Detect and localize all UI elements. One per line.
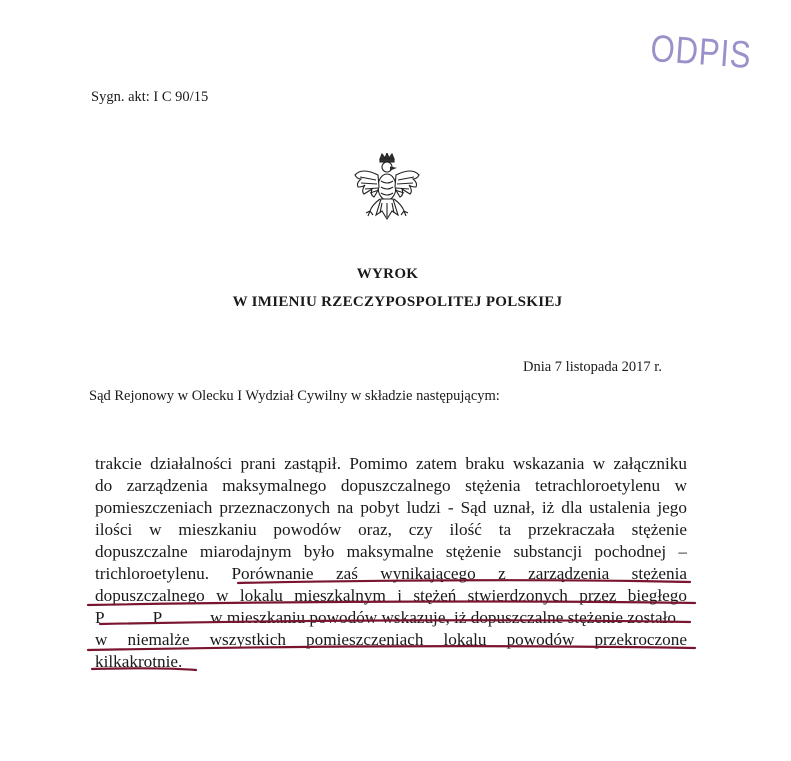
court-composition: Sąd Rejonowy w Olecku I Wydział Cywilny w składzie następującym:: [89, 388, 500, 404]
judgment-excerpt: [95, 453, 687, 673]
case-signature: Sygn. akt: I C 90/15: [91, 89, 209, 105]
odpis-stamp: ODPIS: [649, 28, 753, 77]
polish-eagle-icon: [352, 153, 422, 231]
excerpt-line: trichloroetylenu. Porównanie zaś wynikającego z zarządzenia stężenia: [95, 564, 687, 583]
judgment-title: WYROK: [356, 266, 419, 282]
excerpt-line: trakcie działalności prani zastąpił. Pomimo zatem braku wskazania w załączniku: [95, 454, 687, 473]
excerpt-line: ilości w mieszkaniu powodów oraz, czy ilość ta przekraczała stężenie: [95, 520, 687, 539]
excerpt-line: kilkakrotnie.: [95, 652, 183, 671]
excerpt-line: dopuszczalne miarodajnym było maksymalne stężenie substancji pochodnej –: [95, 542, 687, 561]
anonymized-initial: P: [95, 608, 105, 627]
judgment-date: Dnia 7 listopada 2017 r.: [523, 359, 662, 375]
excerpt-line: dopuszczalnego w lokalu mieszkalnym i stężeń stwierdzonych przez biegłego: [95, 586, 687, 605]
excerpt-line-with-initials: [95, 607, 687, 629]
judgment-subtitle: W IMIENIU RZECZYPOSPOLITEJ POLSKIEJ: [232, 294, 563, 310]
excerpt-line: do zarządzenia maksymalnego dopuszczalnego stężenia tetrachloroetylenu w: [95, 476, 687, 495]
excerpt-line-text: w mieszkaniu powodów wskazuje, iż dopuszczalne stężenie zostało: [210, 608, 676, 627]
excerpt-line: w niemalże wszystkich pomieszczeniach lokalu powodów przekroczone: [95, 630, 687, 649]
anonymized-initial: P: [152, 608, 163, 627]
excerpt-line: pomieszczeniach przeznaczonych na pobyt ludzi - Sąd uznał, iż dla ustalenia jego: [95, 498, 687, 517]
